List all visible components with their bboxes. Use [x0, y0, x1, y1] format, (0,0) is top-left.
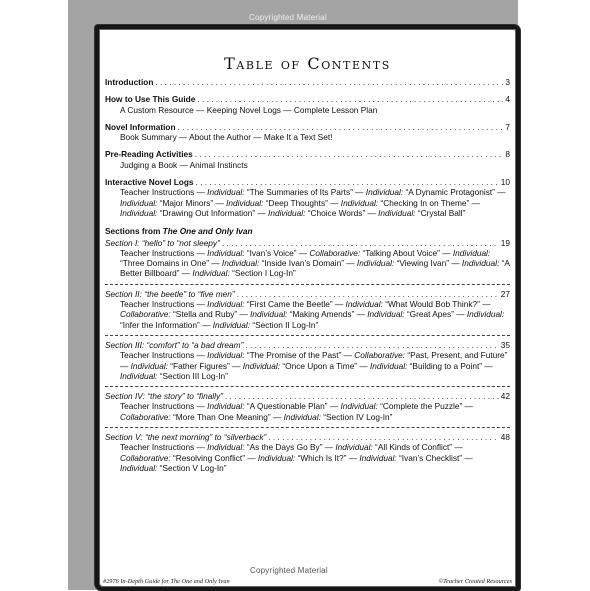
section-label: Section I: “hello” to “not sleepy”	[105, 237, 220, 248]
entry-subtopics: Judging a Book — Animal Instincts	[120, 159, 248, 170]
activity-type: Individual:	[365, 187, 404, 198]
entry-page: 8	[505, 149, 510, 160]
activity-type: Individual:	[466, 309, 505, 320]
entry-page: 10	[500, 177, 510, 188]
activity-type: Collaborative:	[309, 247, 361, 258]
footer-right: ©Teacher Created Resources	[438, 578, 512, 585]
section-label: Section IV: “the story” to “finally”	[105, 391, 223, 402]
activity-type: Individual:	[283, 411, 321, 422]
section-activities: Teacher Instructions — Individual: “The Promise of the Past” — Collaborative: “Past, Present, and Future” — Individual: “Father Figures” — Individual: “Once Upon a Time” — Individual: “Building to a Point” — Individual: “Section III Log-In”	[120, 350, 508, 381]
activity-type: Individual:	[130, 360, 168, 371]
watermark-top: Copyrighted Material	[249, 13, 327, 22]
entry-subtopics: A Custom Resource — Keeping Novel Logs — Complete Lesson Plan	[120, 104, 378, 115]
activity-type: Individual:	[369, 360, 408, 371]
activity-type: Individual:	[250, 309, 288, 320]
toc-entry-introduction[interactable]	[105, 77, 510, 87]
toc-entry-section[interactable]	[105, 427, 510, 473]
toc-list	[105, 77, 510, 473]
entry-page: 7	[505, 121, 510, 132]
toc-entry-pre-reading[interactable]	[105, 149, 510, 170]
section-page: 48	[500, 432, 510, 443]
watermark-bottom: Copyrighted Material	[250, 566, 328, 575]
activity-type: Individual:	[207, 401, 245, 412]
activity-type: Individual:	[226, 197, 264, 208]
section-divider	[105, 427, 510, 428]
section-divider	[105, 284, 510, 285]
document-page	[95, 25, 520, 591]
activity-type: Individual:	[335, 442, 373, 453]
toc-entry-novel-information[interactable]	[105, 122, 510, 143]
toc-entry-section[interactable]	[105, 386, 510, 422]
section-activities: Teacher Instructions — Individual: “A Questionable Plan” — Individual: “Complete the Puzzle” — Collaborative: “More Than One Meaning” — Individual: “Section IV Log-In”	[120, 401, 473, 422]
entry-page: 4	[505, 94, 510, 105]
sections-list	[105, 238, 510, 474]
activity-type: Collaborative:	[120, 411, 171, 422]
activity-type: Individual:	[461, 258, 500, 269]
sections-heading: Sections from The One and Only Ivan	[105, 226, 253, 237]
activity-type: Individual:	[120, 370, 158, 381]
toc-entry-novel-logs[interactable]	[105, 177, 510, 218]
footer-left: #2976 In-Depth Guide for The One and Only Ivan	[103, 578, 230, 585]
activity-type: Individual:	[120, 197, 158, 208]
activity-type: Individual:	[359, 452, 397, 463]
section-label: Section V: “the next morning” to “silverback”	[105, 432, 267, 443]
activity-type: Individual:	[192, 268, 230, 279]
section-activities: Teacher Instructions — Individual: “As the Days Go By” — Individual: “All Kinds of Conflict” — Collaborative: “Resolving Conflict” — Individual: “Which Is It?” — Individual: “Ivan’s Checklist” — Individual: “Section V Log-In”	[120, 442, 473, 473]
section-page: 42	[500, 391, 510, 402]
activity-type: Individual:	[268, 207, 306, 218]
activity-type: Collaborative:	[120, 452, 171, 463]
toc-entry-how-to-use[interactable]	[105, 94, 510, 115]
toc-entry-section[interactable]	[105, 238, 510, 279]
activity-type: Individual:	[221, 258, 260, 269]
entry-page: 3	[505, 77, 510, 87]
activity-type: Collaborative:	[354, 350, 406, 361]
entry-label: How to Use This Guide	[105, 94, 196, 105]
entry-label: Interactive Novel Logs	[105, 177, 194, 188]
activity-type: Individual:	[207, 187, 245, 198]
activity-type: Individual:	[345, 299, 383, 310]
activity-type: Individual:	[207, 442, 245, 453]
section-label: Section III: “comfort” to “a bad dream”	[105, 339, 244, 350]
section-activities: Teacher Instructions — Individual: “Ivan’s Voice” — Collaborative: “Talking About Voice” — Individual: “Three Domains in One” — Individual: “Inside Ivan’s Domain” — Individual: “Viewing Ivan” — Individual: “A Better Billboard” — Individual: “Section I Log-In”	[120, 247, 510, 279]
section-page: 27	[500, 288, 510, 299]
activity-type: Individual:	[120, 462, 158, 473]
section-label: Section II: “the beetle” to “five men”	[105, 288, 235, 299]
activity-type: Individual:	[340, 401, 378, 412]
section-page: 19	[500, 237, 510, 248]
entry-subtopics: Teacher Instructions — Individual: “The Summaries of Its Parts” — Individual: “A Dynamic Protagonist” — Individual: “Major Minors” — Individual: “Deep Thoughts” — Individual: “Checking In on Theme” — Individual: “Drawing Out Information” — Individual: “Choice Words” — Individual: “Crystal Ball”	[120, 187, 506, 218]
activity-type: Collaborative:	[120, 309, 171, 320]
activity-type: Individual:	[207, 247, 245, 258]
activity-type: Individual:	[212, 319, 251, 330]
section-divider	[105, 335, 510, 336]
activity-type: Individual:	[257, 452, 296, 463]
activity-type: Individual:	[356, 258, 395, 269]
activity-type: Individual:	[340, 197, 379, 208]
toc-entry-section[interactable]	[105, 335, 510, 381]
toc-entry-section[interactable]	[105, 284, 510, 330]
page-footer	[103, 578, 512, 585]
activity-type: Individual:	[378, 207, 416, 218]
entry-label: Introduction	[105, 77, 154, 87]
section-divider	[105, 386, 510, 387]
page-title: Table of Contents	[224, 54, 391, 73]
activity-type: Individual:	[242, 360, 281, 371]
section-page: 35	[500, 339, 510, 350]
activity-type: Individual:	[207, 350, 245, 361]
activity-type: Individual:	[207, 299, 245, 310]
entry-label: Pre-Reading Activities	[105, 149, 193, 160]
entry-label: Novel Information	[105, 121, 176, 132]
activity-type: Individual:	[452, 247, 491, 258]
activity-type: Individual:	[367, 309, 405, 320]
activity-type: Individual:	[120, 207, 158, 218]
section-activities: Teacher Instructions — Individual: “First Came the Beetle” — Individual: “What Would Bob Think?” — Collaborative: “Stella and Ruby” — Individual: “Making Amends” — Individual: “Great Apes” — Individual: “Infer the Information” — Individual: “Section II Log-In”	[120, 299, 505, 330]
entry-subtopics: Book Summary — About the Author — Make It a Text Set!	[120, 132, 333, 143]
